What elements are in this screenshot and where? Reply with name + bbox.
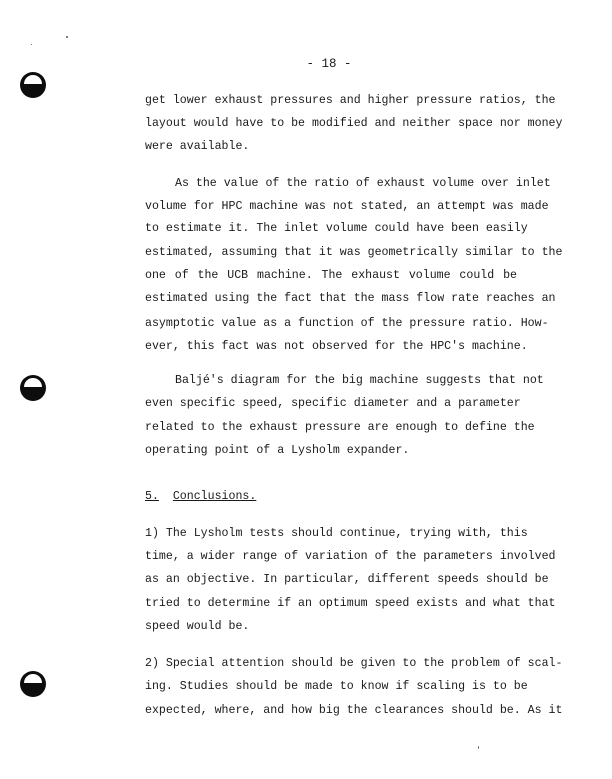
body-line: one of the UCB machine. The exhaust volume could be bbox=[145, 269, 517, 282]
body-line: were available. bbox=[145, 140, 250, 153]
body-line: speed would be. bbox=[145, 620, 250, 633]
body-line: estimated using the fact that the mass flow rate reaches an bbox=[145, 292, 556, 305]
section-title: Conclusions. bbox=[172, 490, 257, 503]
body-line: volume for HPC machine was not stated, an attempt was made bbox=[145, 200, 549, 213]
body-line: Baljé's diagram for the big machine suggests that not bbox=[175, 374, 544, 387]
body-line: related to the exhaust pressure are enough to define the bbox=[145, 421, 535, 434]
body-line: estimated, assuming that it was geometrically similar to the bbox=[145, 246, 563, 259]
body-line: asymptotic value as a function of the pressure ratio. How- bbox=[145, 317, 549, 330]
body-line: operating point of a Lysholm expander. bbox=[145, 444, 410, 457]
body-line: 2) Special attention should be given to the problem of scal- bbox=[145, 657, 563, 670]
body-line: ing. Studies should be made to know if scaling is to be bbox=[145, 680, 528, 693]
punch-hole-bottom bbox=[20, 671, 46, 697]
section-number: 5. bbox=[145, 490, 159, 503]
body-line: time, a wider range of variation of the parameters involved bbox=[145, 550, 556, 563]
body-line: as an objective. In particular, different speeds should be bbox=[145, 573, 549, 586]
scan-speck bbox=[31, 44, 32, 45]
section-heading bbox=[145, 490, 256, 504]
scan-speck bbox=[66, 36, 68, 38]
body-line: to estimate it. The inlet volume could have been easily bbox=[145, 222, 528, 235]
punch-hole-top bbox=[20, 72, 46, 98]
body-line: layout would have to be modified and neither space nor money bbox=[145, 117, 563, 130]
body-line: tried to determine if an optimum speed exists and what that bbox=[145, 597, 556, 610]
body-line: 1) The Lysholm tests should continue, trying with, this bbox=[145, 527, 528, 540]
body-line: ever, this fact was not observed for the HPC's machine. bbox=[145, 340, 528, 353]
punch-hole-middle bbox=[20, 375, 46, 401]
body-line: As the value of the ratio of exhaust volume over inlet bbox=[175, 177, 551, 190]
body-line: expected, where, and how big the clearances should be. As it bbox=[145, 704, 563, 717]
body-line: even specific speed, specific diameter and a parameter bbox=[145, 397, 521, 410]
page-number: - 18 - bbox=[306, 57, 352, 71]
body-line: get lower exhaust pressures and higher pressure ratios, the bbox=[145, 94, 556, 107]
scan-speck bbox=[478, 746, 479, 749]
